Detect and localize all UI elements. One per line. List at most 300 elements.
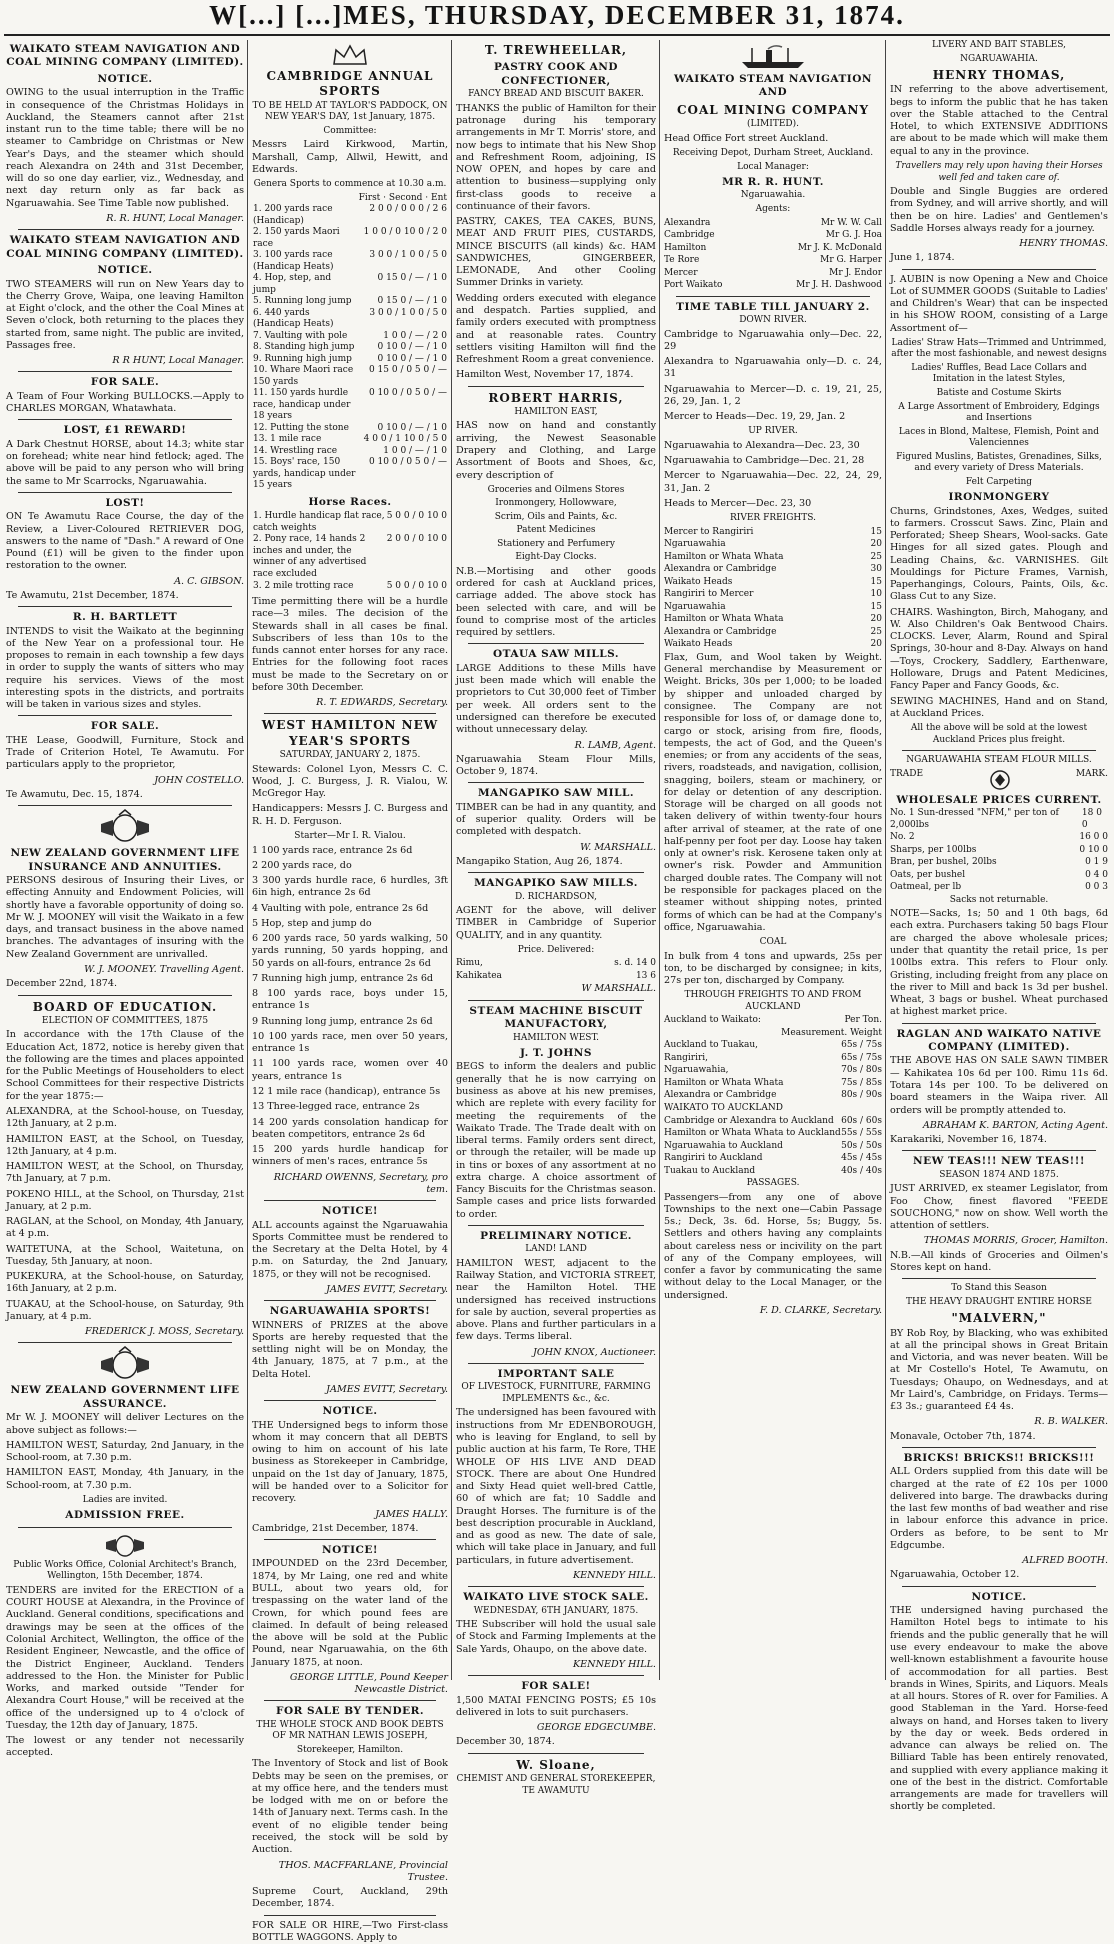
ad-signature: R. T. EDWARDS, Secretary. (316, 697, 448, 709)
table-row: 15. Boys' race, 150 yards, handicap under 15 years 0 10 0 / 0 5 0 / — (253, 457, 447, 491)
ad-subtitle: CHEMIST AND GENERAL STOREKEEPER, TE AWAMUTU (456, 1774, 656, 1796)
table-row: 13. 1 mile race 4 0 0 / 1 10 0 / 5 0 (253, 434, 447, 445)
ad-note: Ladies are invited. (82, 1494, 168, 1505)
table-row: 6. 440 yards (Handicap Heats) 3 0 0 / 1 0 0 / 5 0 (253, 307, 447, 330)
list-item: Figured Muslins, Batistes, Grenadines, Silks, and every variety of Dress Materials. (896, 451, 1102, 474)
ad-signature: R. R. HUNT, Local Manager. (106, 212, 244, 224)
ad-signature: KENNEDY HILL. (573, 1658, 656, 1670)
ad-body: IMPOUNDED on the 23rd December, 1874, by Mr Laing, one red and white BULL, about two years old, for trespassing on the water land of the Crown, for which pound fees are claimed. In default of being released the above will be sold at the Public Pound, near Ngaruawahia, on the 6th January 1875, at noon. (252, 1558, 448, 1668)
ad-body: IN referring to the above advertisement, begs to inform the public that he has taken over the Stable attached to the Central Hotel, to which EXTENSIVE ADDITIONS are about to be made which will make them equal to any in the province. (890, 84, 1108, 157)
freight-row: Hamilton or Whata Whata 25 (664, 551, 882, 562)
masthead-rule (4, 34, 1110, 36)
ad-body: N.B.—Mortising and other goods ordered for cash at Auckland prices, carriage added. The above stock has been selected with care, and will be found to comprise most of the articles required by settlers. (456, 565, 656, 639)
ad-body: Agents: (755, 204, 791, 214)
table-header-row: WAIKATO TO AUCKLAND (664, 1103, 783, 1113)
ad-body: Time permitting there will be a hurdle race—3 miles. The decision of the Stewards shall in all cases be final. Subscribers of less than 10s to the funds cannot enter horses for any race. Entries for the following foot races must be made to the Secretary on or before 30th December. (252, 596, 448, 693)
list-item: Ngaruawahia to Alexandra—Dec. 23, 30 (664, 439, 860, 451)
ad-signature: R R HUNT, Local Manager. (112, 355, 244, 367)
divider (264, 1915, 436, 1916)
agent-row: Port Waikato Mr J. H. Dashwood (664, 280, 882, 291)
ad-heading: NGARUAWAHIA SPORTS! (269, 1305, 431, 1318)
ad-subtitle: NGARUAWAHIA STEAM FLOUR MILLS. (906, 755, 1092, 766)
ad-subtitle: Committee: (323, 125, 377, 136)
list-item: 10 100 yards race, men over 50 years, entrance 1s (252, 1030, 448, 1055)
ad-heading: LOST! (105, 496, 145, 509)
ad-body: J. AUBIN is now Opening a New and Choice Lot of SUMMER GOODS (Suitable to Ladies' and Children's Wear) that can be inspected in his SHOW ROOM, consisting of a Large Assortment of— (890, 273, 1109, 334)
ad-body: ALL Orders supplied from this date will be charged at the rate of £2 10s per 1000 delivered into barge. The drawbacks during the last few months of bad weather and rise in labour enforce this advance in price. Orders as before, to be sent to Mr Edgcumbe. (890, 1466, 1108, 1551)
ad-signature: THOMAS MORRIS, Grocer, Hamilton. (923, 1235, 1108, 1247)
divider (468, 386, 644, 387)
ad-body: Stewards: Colonel Lyon, Messrs C. C. Wood, J. C. Burgess, J. R. Vialou, W. McGregor Hay. (252, 763, 448, 800)
ad-body: ALL accounts against the Ngaruawahia Sports Committee must be rendered to the Secretary at the Delta Hotel, by 4 p.m. on Saturday, the 2nd January, 1875, or they will not be recognised. (252, 1219, 448, 1280)
ad-signature: JAMES HALLY. (375, 1508, 448, 1520)
column-divider (451, 40, 452, 1680)
divider (468, 1000, 644, 1001)
ad-body: A Dark Chestnut HORSE, about 14.3; white star on forehead; white near hind fetlock; aged. The above will be paid to any person who will bring the same to Mr Scarrocks, Ngaruawahia. (6, 438, 244, 487)
column-2 (252, 40, 448, 1943)
table-row: 10. Whare Maori race 150 yards 0 15 0 / 0 5 0 / — (253, 365, 447, 387)
ad-signature: ABRAHAM K. BARTON, Acting Agent. (922, 1119, 1108, 1131)
list-item: HAMILTON WEST, Saturday, 2nd January, in the School-room, at 7.30 p.m. (6, 1439, 244, 1464)
ad-place-date: Karakariki, November 16, 1874. (890, 1134, 1047, 1146)
ad-body: THANKS the public of Hamilton for their patronage during his temporary arrangements in Mr T. Morris' store, and now begs to intimate that his New Shop and Refreshment Room, adjoining, IS NOW OPEN, and hopes by care and attention to business—supplying only first-class goods to receive a continuance of their favors. (456, 102, 656, 212)
agent-row: Cambridge Mr G. J. Hoa (664, 230, 882, 241)
list-item: Cambridge to Ngaruawahia only—Dec. 22, 29 (664, 328, 882, 352)
ad-body: Mr W. J. MOONEY will deliver Lectures on the above subject as follows:— (6, 1412, 244, 1436)
ad-body: THE undersigned having purchased the Hamilton Hotel begs to intimate to his friends and the public generally that he will use every endeavour to make the above well-known establishment a favourite house of accommodation for all parties. Best brands in Wines, Spirits, and Liquors. Meals at all hours. Stores of R. over for Families. A good Stableman in the Yard. Horse-feed always on hand, and Horses taken to livery by the day or week. Beds ordered in advance can always be relied on. The Billiard Table has been entirely renovated, and supplied with every appliance making it one of the best in the district. Comfortable arrangements are made for travellers will shortly be completed. (890, 1605, 1108, 1813)
ad-subtitle: NGARUAWAHIA. (960, 53, 1038, 64)
list-item: 7 Running high jump, entrance 2s 6d (252, 972, 434, 984)
ad-subtitle: Price. Delivered: (517, 944, 595, 955)
ad-title: MANGAPIKO SAW MILL. (477, 787, 635, 800)
table-row: 8. Standing high jump 0 10 0 / — / 1 0 (253, 342, 447, 353)
freight-row: Tuakau to Auckland 40s / 40s (664, 1165, 882, 1176)
ad-title: ROBERT HARRIS, (488, 390, 624, 405)
freight-row: Rangiriri, 65s / 75s (664, 1052, 882, 1063)
ad-body: Local Manager: (737, 161, 809, 172)
coat-of-arms-icon (6, 1532, 244, 1558)
freight-row: Ngaruawahia 20 (664, 539, 882, 550)
coat-of-arms-icon (6, 1347, 244, 1381)
list-item: Batiste and Costume Skirts (936, 388, 1062, 398)
ad-note: N.B.—All kinds of Groceries and Oilmen's Stores kept on hand. (890, 1249, 1108, 1273)
divider (468, 872, 644, 873)
ad-title: W. Sloane, (516, 1757, 596, 1772)
ad-title: MANGAPIKO SAW MILLS. (474, 877, 638, 890)
freight-row: Hamilton or Whata Whata 20 (664, 614, 882, 625)
ad-place-date: Supreme Court, Auckland, 29th December, 1874. (252, 1886, 448, 1910)
ad-title: WAIKATO STEAM NAVIGATION AND (674, 73, 872, 99)
ad-body: HAMILTON WEST, adjacent to the Railway Station, and VICTORIA STREET, near the Hamilton Hotel. THE undersigned has received instructions for sale by auction, several properties as above. Plans and further particulars in a few days. Terms liberal. (456, 1257, 656, 1343)
ad-body: TENDERS are invited for the ERECTION of a COURT HOUSE at Alexandra, in the Province of Auckland. General conditions, specifications and drawings may be seen at the offices of the Colonial Architect, Wellington, the office of the Resident Engineer, Newcastle, and the office of the District Engineer, Auckland. Tenders addressed to the Hon. the Minister for Public Works, and marked outside "Tender for Alexandra Court House," will be received at the office of the undersigned up to 4 o'clock of Tuesday, the 12th day of January, 1875. (6, 1584, 244, 1731)
ad-body: TIMBER can be had in any quantity, and of superior quality. Orders will be completed with despatch. (456, 801, 656, 838)
ad-body: BEGS to inform the dealers and public generally that he is now carrying on business as above at his new premises, which are replete with every facility for meeting the requirements of the Waikato Trade. The Trade dealt with on liberal terms. Family orders sent direct, or through the retailer, will be made up in tins or boxes of any assortment at no extra charge. A choice assortment of Fancy Biscuits for the Christmas season. Sample cases and price lists forwarded to order. (456, 1061, 656, 1220)
ad-body: SEWING MACHINES, Hand and on Stand, at Auckland Prices. (890, 695, 1108, 719)
table-header-row (252, 193, 448, 205)
list-item: Mercer to Ngaruawahia—Dec. 22, 24, 29, 31, Jan. 2 (664, 470, 882, 494)
ad-body: 1,500 MATAI FENCING POSTS; £5 10s delivered in lots to suit purchasers. (456, 1694, 656, 1718)
list-item: A Large Assortment of Embroidery, Edgings and Insertions (898, 401, 1100, 424)
ad-subtitle: OF LIVESTOCK, FURNITURE, FARMING IMPLEMENTS &c., &c. (461, 1382, 651, 1404)
ad-title: WAIKATO STEAM NAVIGATION AND COAL MINING COMPANY (LIMITED). (6, 234, 244, 260)
ad-signature: KENNEDY HILL. (573, 1569, 656, 1581)
list-item: Ngaruawahia to Cambridge—Dec. 21, 28 (664, 455, 865, 467)
ad-title: STEAM MACHINE BISCUIT MANUFACTORY, (469, 1004, 643, 1031)
list-item: Patent Medicines (516, 525, 596, 536)
list-item: Laces in Blond, Maltese, Flemish, Point and Valenciennes (898, 426, 1100, 449)
ad-title: TIME TABLE TILL JANUARY 2. (676, 300, 870, 313)
ad-subtitle: PASSAGES. (746, 1178, 800, 1189)
list-item: 1 100 yards race, entrance 2s 6d (252, 844, 413, 856)
column-1 (6, 40, 244, 1759)
list-item: Mercer to Heads—Dec. 19, 29, Jan. 2 (664, 411, 846, 423)
ad-body: PASTRY, CAKES, TEA CAKES, BUNS, MEAT AND FRUIT PIES, CUSTARDS, MINCE BISCUITS (all kinds) &c. HAM SANDWICHES, GINGERBEER, LEMONADE, And other Cooling Summer Drinks in variety. (456, 216, 656, 289)
list-item: 2 200 yards race, do (252, 859, 352, 871)
column-5 (890, 40, 1109, 1813)
ad-subtitle: FANCY BREAD AND BISCUIT BAKER. (468, 89, 644, 100)
ad-title: WAIKATO LIVE STOCK SALE. (463, 1591, 649, 1604)
ad-subtitle: LIVERY AND BAIT STABLES, (932, 40, 1066, 50)
list-item: HAMILTON WEST, at the School, on Thursday, 7th January, at 7 p.m. (6, 1161, 244, 1185)
price-row: No. 2 16 0 0 (890, 832, 1108, 843)
ad-body: THE ABOVE HAS ON SALE SAWN TIMBER— Kahikatea 10s 6d per 100. Rimu 11s 6d. Totara 14s per 100. To be delivered on board steamers in the Waipa river. All orders will be promptly attended to. (890, 1055, 1108, 1116)
agent-row: Alexandra Mr W. W. Call (664, 217, 882, 228)
ad-heading: NOTICE. (97, 264, 153, 277)
ad-body: PERSONS desirous of Insuring their Lives, or effecting Annuity and Endowment Policies, will shortly have a favorable opportunity of doing so. Mr W. J. MOONEY will visit the Waikato in a few days, and transact business in the above named branches. The advantages of insuring with the New Zealand Government are unrivalled. (6, 875, 244, 960)
freight-row: Hamilton or Whata Whata to Auckland 55s / 55s (664, 1128, 882, 1139)
freight-row: Alexandra or Cambridge 30 (664, 564, 882, 575)
list-item: 9 Running long jump, entrance 2s 6d (252, 1015, 433, 1027)
divider (264, 1400, 436, 1401)
ad-signature: RICHARD OWENNS, Secretary, pro tem. (273, 1171, 448, 1195)
price-row: Oatmeal, per lb 0 0 3 (890, 882, 1108, 893)
coat-of-arms-icon (6, 810, 244, 844)
agent-row: Mercer Mr J. Endor (664, 267, 882, 278)
table-row: 1. Hurdle handicap flat race, catch weights 5 0 0 / 0 10 0 (253, 511, 447, 533)
ad-body: HAS now on hand and constantly arriving, the Newest Seasonable Drapery and Clothing, and Large Assortment of Boots and Shoes, &c, every description of (456, 420, 656, 481)
divider (18, 492, 232, 493)
ad-body: LARGE Additions to these Mills have just been made which will enable the proprietors to Cut 30,000 feet of Timber per week. All orders sent to the undersigned can therefore be executed without unnecessary delay. (456, 662, 656, 736)
table-row: 11. 150 yards hurdle race, handicap under 18 years 0 10 0 / 0 5 0 / — (253, 388, 447, 422)
ad-signature: W. J. MOONEY. Travelling Agent. (84, 963, 244, 975)
ad-heading: R. H. BARTLETT (72, 611, 178, 624)
ad-signature: W. MARSHALL. (580, 841, 656, 853)
ad-heading: MR R. R. HUNT. (722, 176, 824, 189)
list-item: Stationery and Perfumery (497, 538, 615, 549)
list-item: Scrim, Oils and Paints, &c. (494, 511, 618, 522)
column-divider (247, 40, 248, 1680)
ad-body: Receiving Depot, Durham Street, Auckland. (672, 148, 874, 159)
ad-subtitle: Storekeeper, Hamilton. (296, 1744, 404, 1755)
ad-subtitle: D. RICHARDSON, (515, 891, 597, 902)
ad-signature: R. B. WALKER. (1034, 1416, 1108, 1428)
freight-row: Mercer to Rangiriri 15 (664, 526, 882, 537)
ad-signature: A. C. GIBSON. (174, 575, 244, 587)
divider (902, 1023, 1096, 1024)
ad-subtitle: SATURDAY, JANUARY 2, 1875. (279, 750, 421, 761)
ad-heading: NOTICE. (322, 1405, 378, 1418)
ad-body: Double and Single Buggies are ordered from Sydney, and will arrive shortly, and will then be on hire. Ladies' and Gentlemen's Saddle Horses always ready for a journey. (890, 186, 1108, 234)
list-item: 14 200 yards consolation handicap for beaten competitors, entrance 2s 6d (252, 1116, 448, 1140)
ad-title: HENRY THOMAS, (932, 68, 1066, 83)
divider (676, 296, 870, 297)
divider (902, 1586, 1096, 1587)
divider (18, 419, 232, 420)
ad-title: IMPORTANT SALE (497, 1368, 615, 1380)
price-row: Oats, per bushel 0 4 0 (890, 869, 1108, 880)
ad-heading: LOST, £1 REWARD! (63, 424, 187, 437)
column-divider (659, 40, 660, 1680)
ad-body: JUST ARRIVED, ex steamer Legislator, from Foo Chow, finest flavored "FEEDE SOUCHONG," now on show. Well worth the attention of settlers. (890, 1183, 1108, 1232)
ad-place-date: Te Awamutu, Dec. 15, 1874. (6, 788, 143, 800)
masthead-date-line: W[...] [...]MES, THURSDAY, DECEMBER 31, 1874. (209, 0, 905, 30)
freight-row: Rangiriri to Auckland 45s / 45s (664, 1153, 882, 1164)
ad-subtitle: ELECTION OF COMMITTEES, 1875 (41, 1015, 209, 1026)
ad-heading: FOR SALE. (90, 376, 160, 389)
divider (264, 1539, 436, 1540)
ad-heading: IRONMONGERY (948, 491, 1050, 504)
ad-title: BRICKS! BRICKS!! BRICKS!!! (903, 1451, 1095, 1464)
divider (902, 269, 1096, 270)
ad-place-date: June 1, 1874. (890, 252, 955, 264)
freight-row: Alexandra or Cambridge 25 (664, 626, 882, 637)
ad-body: Ngaruawahia. (740, 190, 806, 201)
list-item: 4 Vaulting with pole, entrance 2s 6d (252, 902, 429, 914)
ad-signature: HENRY THOMAS. (1019, 238, 1108, 250)
ad-body: AGENT for the above, will deliver TIMBER in Cambridge of Superior QUALITY, and in any quantity. (456, 905, 656, 941)
divider (18, 1342, 232, 1343)
table-row: 12. Putting the stone 0 10 0 / — / 1 0 (253, 422, 447, 433)
ad-place-date: Mangapiko Station, Aug 26, 1874. (456, 855, 623, 867)
ad-subtitle: TO BE HELD AT TAYLOR'S PADDOCK, ON NEW YEAR'S DAY, 1st January, 1875. (252, 100, 448, 123)
ad-title: FOR SALE! (521, 1680, 591, 1693)
freight-row: Waikato Heads 20 (664, 639, 882, 650)
table-row: 3. 100 yards race (Handicap Heats) 3 0 0 / 1 0 0 / 5 0 (253, 250, 447, 272)
list-item: Heads to Mercer—Dec. 23, 30 (664, 498, 812, 509)
list-item: RAGLAN, at the School, on Monday, 4th January, at 4 p.m. (6, 1216, 244, 1240)
ad-signature: JOHN COSTELLO. (154, 774, 244, 786)
ad-body: WINNERS of PRIZES at the above Sports are hereby requested that the settling night will be on Monday, the 4th January, 1875, at 7 p.m., at the Delta Hotel. (252, 1319, 448, 1380)
list-item: Eight-Day Clocks. (515, 552, 597, 563)
freight-row: Waikato Heads 15 (664, 576, 882, 587)
ad-subtitle: LAND! LAND (525, 1244, 587, 1255)
ad-heading: NOTICE! (322, 1544, 378, 1557)
ad-note: The lowest or any tender not necessarily accepted. (6, 1735, 244, 1759)
divider (902, 1278, 1096, 1279)
list-item: Felt Carpeting (965, 476, 1033, 487)
ad-body: Starter—Mr I. R. Vialou. (294, 830, 406, 841)
list-item: 8 100 yards race, boys under 15, entrance 1s (252, 988, 448, 1012)
ad-signature: JAMES EVITT, Secretary. (326, 1383, 448, 1395)
ad-body: THE Undersigned begs to inform those whom it may concern that all DEBTS owing to him on account of his late business as Storekeeper in Cambridge, unpaid on the 1st day of January, 1875, will be handed over to a Solicitor for recovery. (252, 1419, 448, 1505)
ad-heading: NOTICE. (97, 72, 153, 85)
price-row: Bran, per bushel, 20lbs 0 1 9 (890, 857, 1108, 868)
table-row: 1. 200 yards race (Handicap) 2 0 0 / 0 0 0 / 2 6 (253, 204, 447, 226)
agent-row: Hamilton Mr J. K. McDonald (664, 242, 882, 253)
divider (902, 750, 1096, 751)
table-row: 3. 2 mile trotting race 5 0 0 / 0 10 0 (253, 580, 447, 591)
list-item: POKENO HILL, at the School, on Thursday, 21st January, at 2 p.m. (6, 1188, 244, 1212)
ad-place-date: Ngaruawahia Steam Flour Mills, October 9, 1874. (456, 753, 656, 778)
ad-body: NOTE—Sacks, 1s; 50 and 1 0th bags, 6d each extra. Purchasers taking 50 bags Flour are charged the above wholesale prices; under that quantity the retail price, 1s per 100lbs extra. This refers to Flour only. Gristing, including freight from any place on the river to Mill and back 1s 3d per bushel. Wheat, 3 bags or bushel. Wheat purchased at highest market price. (890, 908, 1108, 1018)
ad-note: All the above will be sold at the lowest Auckland Prices plus freight. (910, 723, 1088, 745)
ad-heading: FOR SALE. (90, 720, 160, 733)
column-3 (456, 40, 656, 1796)
ad-body: A Team of Four Working BULLOCKS.—Apply to CHARLES MORGAN, Whatawhata. (6, 390, 244, 415)
ad-title: WEST HAMILTON NEW YEAR'S SPORTS (261, 718, 439, 748)
ad-title: "MALVERN," (951, 1311, 1047, 1326)
ad-heading: J. T. JOHNS (520, 1047, 592, 1060)
ad-signature: JAMES EVITT, Secretary. (326, 1283, 448, 1295)
ad-title: OTAUA SAW MILLS. (493, 648, 619, 661)
ad-place-date: Monavale, October 7th, 1874. (890, 1430, 1036, 1442)
divider (264, 713, 436, 714)
ad-heading: ADMISSION FREE. (65, 1509, 185, 1522)
ad-subtitle: Public Works Office, Colonial Architect's Branch, Wellington, 15th December, 1874. (13, 1559, 237, 1582)
list-item: 13 Three-legged race, entrance 2s (252, 1101, 420, 1113)
ad-title: COAL MINING COMPANY (676, 102, 870, 117)
ad-body: BY Rob Roy, by Blacking, who was exhibited at all the principal shows in Great Britain and Victoria, and was never beaten. Will be at Mr Costello's Hotel, Te Awamutu, on Tuesdays; Ohaupo, on Wednesdays, and at Mr Laird's, Cambridge, on Fridays. Terms—£3 3s.; guaranteed £4 4s. (890, 1327, 1108, 1413)
agent-row: Te Rore Mr G. Harper (664, 255, 882, 266)
list-item: Ngaruawahia to Mercer—D. c. 19, 21, 25, 26, 29, Jan. 1, 2 (664, 383, 882, 407)
divider (18, 1527, 232, 1528)
ad-heading: NOTICE! (322, 1205, 378, 1218)
ad-note: Travellers may rely upon having their Horses well fed and taken care of. (895, 160, 1103, 183)
ad-body: THE Lease, Goodwill, Furniture, Stock and Trade of Criterion Hotel, Te Awamutu. For particulars apply to the proprietor, (6, 734, 244, 771)
divider (902, 1447, 1096, 1448)
ad-place-date: December 22nd, 1874. (6, 978, 118, 990)
ad-place-date: December 30, 1874. (456, 1736, 555, 1748)
ad-signature: ALFRED BOOTH. (1022, 1555, 1108, 1567)
freight-row: Ngaruawahia, 70s / 80s (664, 1065, 882, 1076)
ad-signature: F. D. CLARKE, Secretary. (759, 1305, 882, 1316)
list-item: 11 100 yards race, women over 40 years, entrance 1s (252, 1058, 448, 1082)
divider (18, 995, 232, 996)
ad-signature: GEORGE LITTLE, Pound Keeper Newcastle District. (289, 1671, 448, 1696)
ad-place-date: Hamilton West, November 17, 1874. (456, 369, 634, 381)
ad-body: Passengers—from any one of above Townships to the next one—Cabin Passage 5s.; Deck, 3s. 6d. Horse, 5s; Buggy, 5s. Settlers and others having any complaints about careless ness or incivility on the part of any of the Company employees, will confer a favor by communicating the same without delay to the Local Manager, or the undersigned. (664, 1191, 882, 1301)
ad-note: Sacks not returnable. (949, 894, 1049, 905)
ad-subtitle: RIVER FREIGHTS. (730, 513, 816, 524)
ad-title: CAMBRIDGE ANNUAL SPORTS (266, 69, 434, 99)
table-row: 2. Pony race, 14 hands 2 inches and under, the winner of any advertised race excluded 2 0 0 / 0 10 0 (253, 534, 447, 579)
list-item: Groceries and Oilmens Stores (487, 484, 625, 495)
divider (18, 371, 232, 372)
divider (264, 1300, 436, 1301)
table-row: 2. 150 yards Maori race 1 0 0 / 0 10 0 / 2 0 (253, 227, 447, 249)
ad-body: Handicappers: Messrs J. C. Burgess and R. H. D. Ferguson. (252, 803, 448, 827)
price-row: Sharps, per 100lbs 0 10 0 (890, 844, 1108, 855)
ad-subtitle: THROUGH FREIGHTS TO AND FROM AUCKLAND (684, 990, 862, 1012)
ad-title: NEW ZEALAND GOVERNMENT LIFE INSURANCE AND ANNUITIES. (10, 847, 240, 873)
ad-signature: JOHN KNOX, Auctioneer. (532, 1346, 656, 1358)
divider (468, 1586, 644, 1587)
ad-signature: THOS. MACFFARLANE, Provincial Trustee. (278, 1859, 448, 1883)
ad-subtitle: WEDNESDAY, 6TH JANUARY, 1875. (473, 1605, 639, 1616)
list-item: Ladies' Straw Hats—Trimmed and Untrimmed, after the most fashionable, and newest designs (891, 337, 1107, 360)
ad-body: OWING to the usual interruption in the Traffic in consequence of the Christmas Holidays in Auckland, the Steamers cannot after 21st instant run to the time table; there will be no steamer to Cambridge on Christmas or New Year's Days, and the steamer which should reach Alexandra on 24th and 31st December, will do so one day earlier, viz., Wednesday, and next day return only as far back as Ngaruawahia. See Time Table now published. (6, 87, 244, 209)
ad-subtitle: Genera Sports to commence at 10.30 a.m. (253, 179, 447, 190)
ad-body: THE Subscriber will hold the usual sale of Stock and Farming Implements at the Sale Yards, Ohaupo, on the above date. (456, 1619, 656, 1655)
divider (468, 643, 644, 644)
divider (902, 1150, 1096, 1151)
divider (18, 606, 232, 607)
trade-mark-row: TRADE MARK. (890, 769, 1108, 791)
table-row: 7. Vaulting with pole 1 0 0 / — / 2 0 (253, 330, 447, 341)
divider (468, 782, 644, 783)
list-item: ALEXANDRA, at the School-house, on Tuesday, 12th January, at 2 p.m. (6, 1105, 244, 1130)
ad-body: Wedding orders executed with elegance and despatch. Parties supplied, and family orders executed with promptness and at reasonable rates. Country settlers visiting Hamilton will find the Refreshment Room a great convenience. (456, 292, 656, 366)
ad-body: TWO STEAMERS will run on New Years day to the Cherry Grove, Waipa, one leaving Hamilton at Eight o'clock, and the other the Coal Mines at Seven o'clock, both returning to the places they started from, same night. The public are invited, Passages free. (6, 278, 244, 351)
list-item: Ladies' Ruffles, Bead Lace Collars and Imitation in the latest Styles, (911, 362, 1087, 385)
ad-signature: R. LAMB, Agent. (574, 739, 656, 751)
ad-title: T. TREWHEELLAR, (484, 43, 628, 57)
ad-title: NEW ZEALAND GOVERNMENT LIFE ASSURANCE. (10, 1384, 240, 1410)
ad-subtitle: HAMILTON WEST. (512, 1032, 599, 1043)
column-divider (885, 40, 886, 1680)
ad-body: ON Te Awamutu Race Course, the day of the Review, a Liver-Coloured RETRIEVER DOG, answers to the name of "Dash." A reward of One Pound (£1) will be given to the finder upon restoration to the owner. (6, 511, 244, 572)
list-item: 15 200 yards hurdle handicap for winners of men's races, entrance 5s (252, 1144, 448, 1168)
ad-place-date: Te Awamutu, 21st December, 1874. (6, 589, 179, 601)
ad-signature: FREDERICK J. MOSS, Secretary. (84, 1326, 244, 1338)
ad-title: WAIKATO STEAM NAVIGATION AND COAL MINING COMPANY (LIMITED). (6, 43, 244, 69)
price-row: Kahikatea 13 6 (456, 970, 656, 981)
table-header-row: Measurement. Weight (781, 1027, 882, 1038)
horse-race-table (252, 511, 448, 592)
table-header-row: Auckland to Waikato: Per Ton. (664, 1015, 882, 1026)
divider (468, 1363, 644, 1364)
freight-row: Rangiriri to Mercer 10 (664, 589, 882, 600)
list-item: 3 300 yards hurdle race, 6 hurdles, 3ft 6in high, entrance 2s 6d (252, 875, 448, 899)
freight-row: Alexandra or Cambridge 80s / 90s (664, 1090, 882, 1101)
ad-title: BOARD OF EDUCATION. (32, 999, 218, 1014)
list-item: TUAKAU, at the School-house, on Saturday, 9th January, at 4 p.m. (6, 1298, 244, 1322)
freight-row: Auckland to Tuakau, 65s / 75s (664, 1040, 882, 1051)
table-row: 9. Running high jump 0 10 0 / — / 1 0 (253, 353, 447, 364)
ad-subtitle: SEASON 1874 AND 1875. (939, 1169, 1059, 1180)
list-item: HAMILTON EAST, Monday, 4th January, in the School-room, at 7.30 p.m. (6, 1467, 244, 1491)
sports-prize-table (252, 193, 448, 492)
divider (264, 1200, 436, 1201)
ad-signature: W MARSHALL. (581, 983, 656, 995)
ad-subtitle: THE WHOLE STOCK AND BOOK DEBTS OF MR NATHAN LEWIS JOSEPH, (256, 1719, 444, 1742)
ad-body: In accordance with the 17th Clause of the Education Act, 1872, notice is hereby given that the following are the times and places appointed for the Public Meetings of Householders to elect School Committees for their respective Districts for the year 1875:— (6, 1029, 244, 1102)
ad-subtitle: THE HEAVY DRAUGHT ENTIRE HORSE (906, 1296, 1092, 1307)
list-item: Alexandra to Ngaruawahia only—D. c. 24, 31 (664, 356, 882, 380)
trade-mark-icon (986, 769, 1014, 791)
divider (468, 1225, 644, 1226)
ad-place-date: Cambridge, 21st December, 1874. (252, 1522, 419, 1534)
ad-signature: GEORGE EDGECUMBE. (536, 1722, 656, 1734)
divider (468, 1675, 644, 1676)
freight-row: Cambridge or Alexandra to Auckland 60s / 60s (664, 1115, 882, 1126)
freight-row: Hamilton or Whata Whata 75s / 85s (664, 1077, 882, 1088)
column-header: First · Second · Ent (358, 192, 447, 203)
table-row: 5. Running long jump 0 15 0 / — / 1 0 (253, 296, 447, 307)
table-row: 14. Wrestling race 1 0 0 / — / 1 0 (253, 445, 447, 456)
crown-icon (252, 44, 448, 66)
ad-body: The undersigned has been favoured with instructions from Mr EDENBOROUGH, who is leaving for England, to sell by public auction at his farm, Te Rore, THE WHOLE OF HIS LIVE AND DEAD STOCK. There are about One Hundred and Sixty Head quiet well-bred Cattle, 60 of which are fat; 10 Saddle and Draught Horses. The furniture is of the best description procurable in Auckland, and as good as new. The date of sale, which will take place in January, and full particulars, in future advertisement. (456, 1407, 656, 1566)
column-4 (664, 40, 882, 1680)
ad-heading: Horse Races. (308, 495, 392, 508)
ad-body: In bulk from 4 tons and upwards, 25s per ton, to be discharged by consignee; in kits, 27s per ton, discharged by Company. (664, 950, 882, 987)
list-item: HAMILTON EAST, at the School, on Tuesday, 12th January, at 4 p.m. (6, 1133, 244, 1157)
divider (468, 1753, 644, 1754)
ad-title: NOTICE. (971, 1590, 1027, 1603)
ad-place-date: Ngaruawahia, October 12. (890, 1569, 1020, 1581)
ad-subtitle: UP RIVER. (748, 426, 798, 437)
divider (18, 229, 232, 230)
